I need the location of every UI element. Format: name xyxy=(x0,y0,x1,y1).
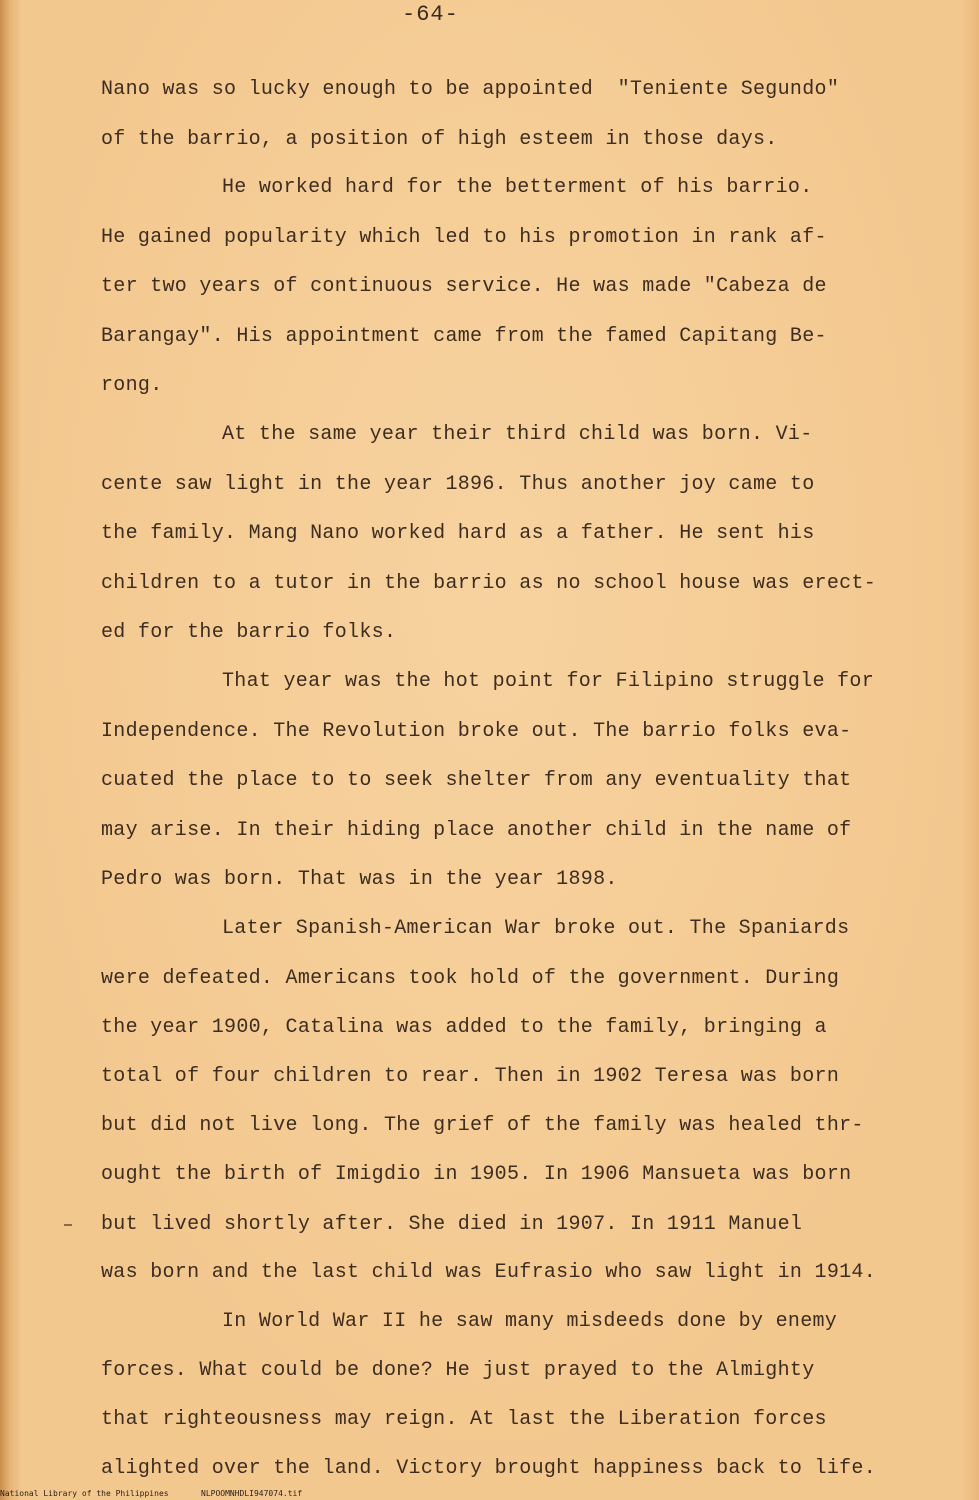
text-line: alighted over the land. Victory brought happiness back to life. xyxy=(101,1457,877,1480)
text-line: rong. xyxy=(101,374,163,397)
text-line: that righteousness may reign. At last the Liberation forces xyxy=(101,1408,827,1431)
text-line: He worked hard for the betterment of his barrio. xyxy=(222,176,813,199)
scan-footer xyxy=(0,1488,979,1500)
text-line: At the same year their third child was born. Vi- xyxy=(222,423,813,446)
text-line: ter two years of continuous service. He was made "Cabeza de xyxy=(101,275,827,298)
text-line: cente saw light in the year 1896. Thus another joy came to xyxy=(101,473,815,496)
text-line: children to a tutor in the barrio as no school house was erect- xyxy=(101,572,877,595)
footer-library: National Library of the Philippines xyxy=(0,1489,169,1498)
footer-filename: NLPOOMNHDLI947074.tif xyxy=(201,1489,303,1498)
text-line: Barangay". His appointment came from the famed Capitang Be- xyxy=(101,325,827,348)
margin-mark xyxy=(64,1224,72,1226)
text-line: Nano was so lucky enough to be appointed "Teniente Segundo" xyxy=(101,78,840,101)
text-line: In World War II he saw many misdeeds done by enemy xyxy=(222,1310,838,1333)
text-line: was born and the last child was Eufrasio who saw light in 1914. xyxy=(101,1261,877,1284)
text-line: were defeated. Americans took hold of the government. During xyxy=(101,967,840,990)
text-line: Independence. The Revolution broke out. The barrio folks eva- xyxy=(101,720,852,743)
text-line: cuated the place to to seek shelter from any eventuality that xyxy=(101,769,852,792)
text-line: He gained popularity which led to his promotion in rank af- xyxy=(101,226,827,249)
text-line: the family. Mang Nano worked hard as a father. He sent his xyxy=(101,522,815,545)
text-line: forces. What could be done? He just prayed to the Almighty xyxy=(101,1359,815,1382)
text-line: but lived shortly after. She died in 1907. In 1911 Manuel xyxy=(101,1213,803,1236)
text-line: ed for the barrio folks. xyxy=(101,621,397,644)
text-line: of the barrio, a position of high esteem in those days. xyxy=(101,128,778,151)
text-line: Later Spanish-American War broke out. The Spaniards xyxy=(222,917,850,940)
text-line: but did not live long. The grief of the family was healed thr- xyxy=(101,1114,864,1137)
text-line: the year 1900, Catalina was added to the family, bringing a xyxy=(101,1016,827,1039)
page-number: -64- xyxy=(402,2,459,27)
text-line: total of four children to rear. Then in 1902 Teresa was born xyxy=(101,1065,840,1088)
text-line: may arise. In their hiding place another child in the name of xyxy=(101,819,852,842)
text-line: That year was the hot point for Filipino struggle for xyxy=(222,670,875,693)
text-line: Pedro was born. That was in the year 1898. xyxy=(101,868,618,891)
text-line: ought the birth of Imigdio in 1905. In 1906 Mansueta was born xyxy=(101,1163,852,1186)
